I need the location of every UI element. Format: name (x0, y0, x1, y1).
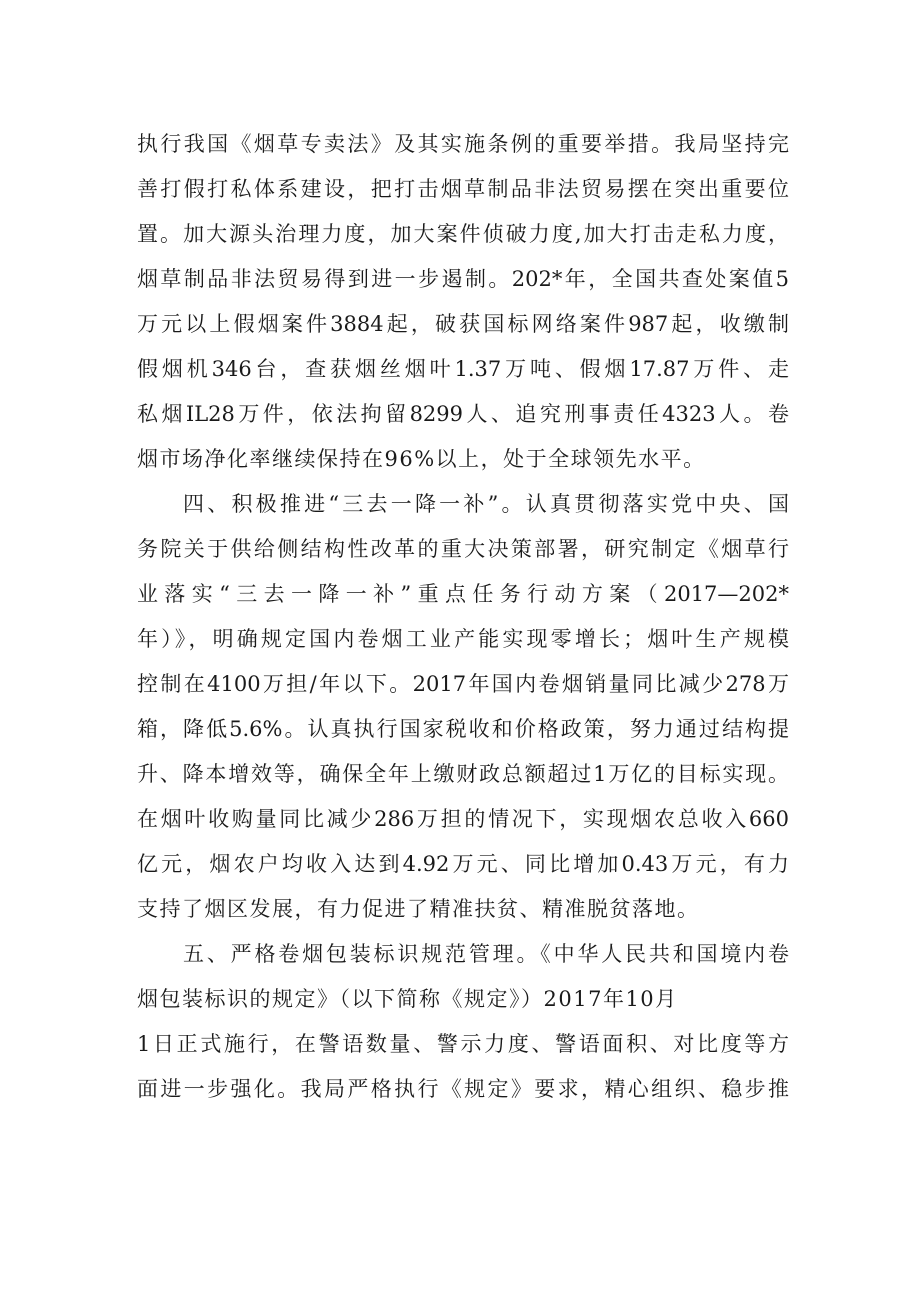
text-line: 控制在4100万担/年以下。2017年国内卷烟销量同比减少278万 (137, 672, 789, 696)
text-line: 假烟机346台，查获烟丝烟叶1.37万吨、假烟17.87万件、走 (137, 357, 789, 381)
paragraph-start-line: 四、积极推进“三去一降一补”。认真贯彻落实党中央、国 (183, 492, 789, 516)
text-line: 置。加大源头治理力度，加大案件侦破力度,加大打击走私力度， (137, 222, 789, 246)
text-line: 1日正式施行，在警语数量、警示力度、警语面积、对比度等方 (137, 1032, 789, 1056)
text-line: 年）》，明确规定国内卷烟工业产能实现零增长；烟叶生产规模 (137, 627, 789, 651)
text-line: 万元以上假烟案件3884起，破获国标网络案件987起，收缴制 (137, 312, 789, 336)
text-line: 烟包装标识的规定》（以下简称《规定》）2017年10月 (137, 987, 678, 1011)
text-line: 烟草制品非法贸易得到进一步遏制。202*年，全国共查处案值5 (137, 267, 789, 291)
text-line: 私烟IL28万件，依法拘留8299人、追究刑事责任4323人。卷 (137, 402, 789, 426)
text-line: 箱，降低5.6%。认真执行国家税收和价格政策，努力通过结构提 (137, 717, 789, 741)
text-line: 务院关于供给侧结构性改革的重大决策部署，研究制定《烟草行 (137, 537, 789, 561)
paragraph-start-line: 五、严格卷烟包装标识规范管理。《中华人民共和国境内卷 (183, 942, 789, 966)
text-line: 业落实“三去一降一补”重点任务行动方案（2017—202* (137, 582, 789, 606)
text-line: 在烟叶收购量同比减少286万担的情况下，实现烟农总收入660 (137, 807, 789, 831)
text-line: 面进一步强化。我局严格执行《规定》要求，精心组织、稳步推 (137, 1077, 789, 1101)
text-line: 亿元，烟农户均收入达到4.92万元、同比增加0.43万元，有力 (137, 852, 789, 876)
text-line: 执行我国《烟草专卖法》及其实施条例的重要举措。我局坚持完 (137, 132, 789, 156)
text-line: 支持了烟区发展，有力促进了精准扶贫、精准脱贫落地。 (137, 897, 700, 921)
text-line: 烟市场净化率继续保持在96%以上，处于全球领先水平。 (137, 447, 706, 471)
text-line: 善打假打私体系建设，把打击烟草制品非法贸易摆在突出重要位 (137, 177, 789, 201)
text-line: 升、降本增效等，确保全年上缴财政总额超过1万亿的目标实现。 (137, 762, 789, 786)
